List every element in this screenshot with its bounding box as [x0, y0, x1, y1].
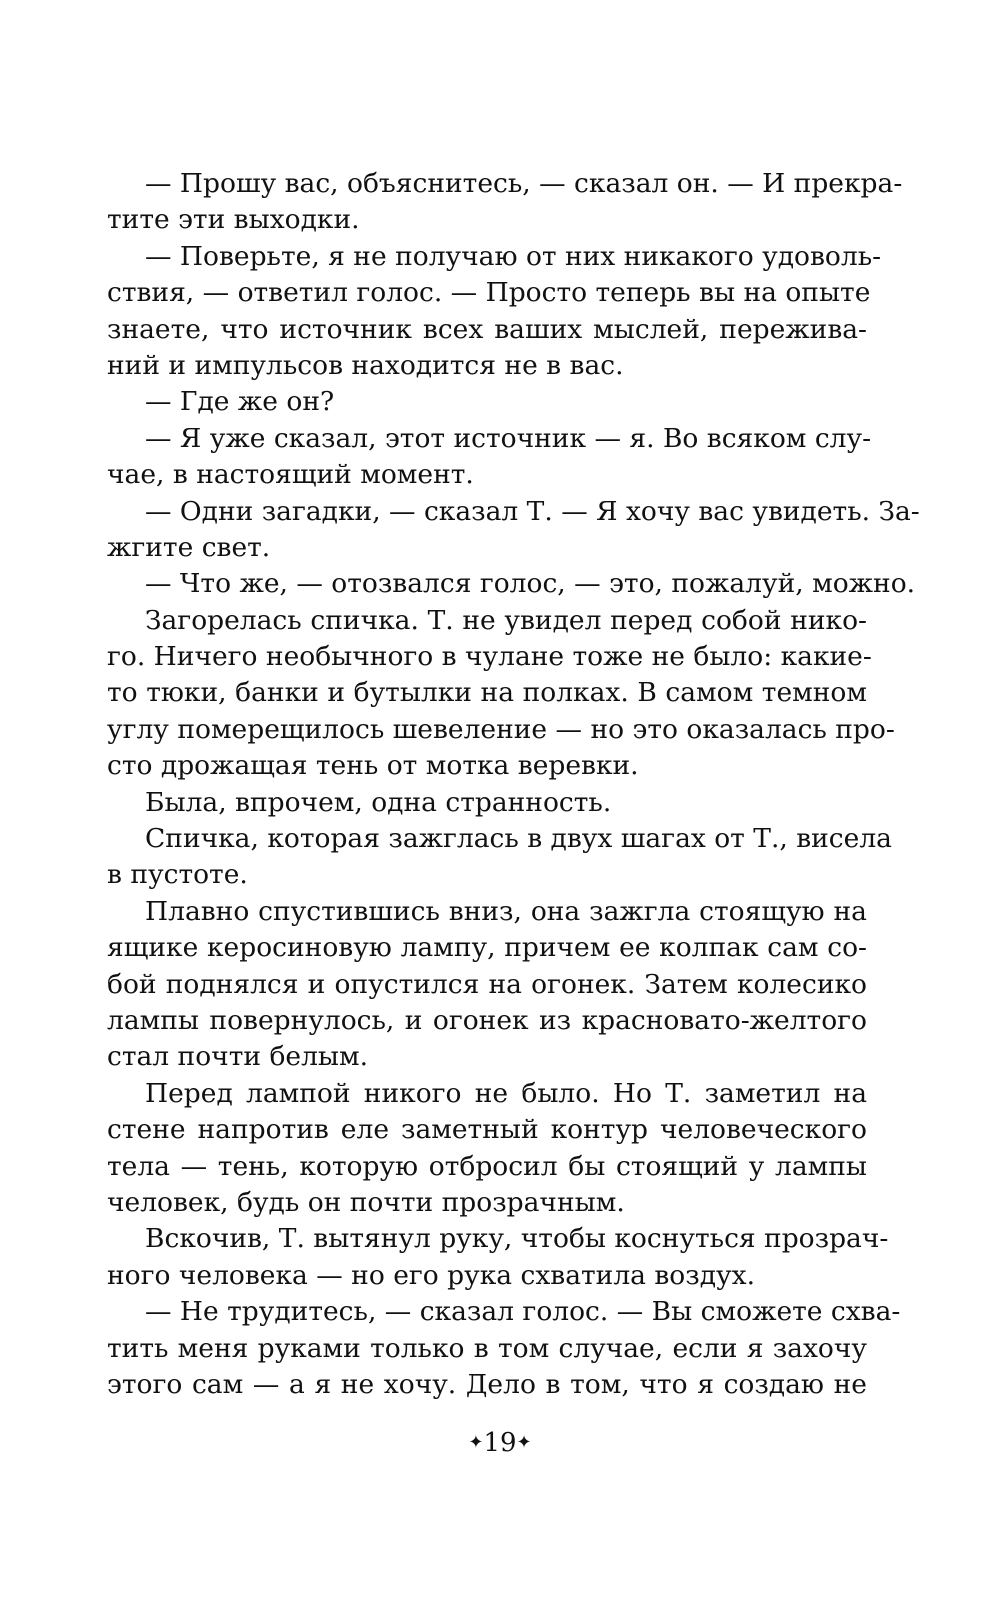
- text-line: в пустоте.: [107, 859, 248, 891]
- body-text: [107, 166, 920, 1403]
- text-line: сто дрожащая тень от мотка веревки.: [107, 750, 639, 782]
- text-line: тить меня руками только в том случае, если я захочу: [107, 1332, 867, 1364]
- text-line: то тюки, банки и бутылки на полках. В самом темном: [107, 677, 867, 709]
- text-line: углу померещилось шевеление — но это оказалась про-: [107, 713, 895, 745]
- text-line: — Где же он?: [145, 386, 335, 418]
- text-line: го. Ничего необычного в чулане тоже не было: какие-: [107, 641, 872, 673]
- text-line: тите эти выходки.: [107, 204, 360, 236]
- text-line: Вскочив, Т. вытянул руку, чтобы коснуться прозрач-: [145, 1223, 889, 1255]
- page-number: 19: [483, 1428, 517, 1458]
- text-line: ний и импульсов находится не в вас.: [107, 349, 624, 381]
- text-line: стал почти белым.: [107, 1041, 369, 1073]
- page-footer: [0, 1428, 1000, 1458]
- text-line: лампы повернулось, и огонек из красновато-желтого: [107, 1004, 867, 1036]
- text-line: Спичка, которая зажглась в двух шагах от Т., висела: [145, 823, 892, 855]
- text-line: Перед лампой никого не было. Но Т. заметил на: [145, 1077, 867, 1109]
- text-line: ного человека — но его рука схватила воздух.: [107, 1259, 755, 1291]
- text-line: — Поверьте, я не получаю от них никакого удоволь-: [145, 240, 882, 272]
- text-line: знаете, что источник всех ваших мыслей, пережива-: [107, 313, 867, 345]
- text-line: ствия, — ответил голос. — Просто теперь вы на опыте: [107, 277, 871, 309]
- text-line: человек, будь он почти прозрачным.: [107, 1186, 625, 1218]
- text-line: Загорелась спичка. Т. не увидел перед собой нико-: [145, 604, 867, 636]
- text-line: — Не трудитесь, — сказал голос. — Вы сможете схва-: [145, 1296, 901, 1328]
- text-line: тела — тень, которую отбросил бы стоящий у лампы: [107, 1150, 867, 1182]
- ornament-left-icon: ✦: [468, 1432, 484, 1453]
- text-line: — Что же, — отозвался голос, — это, пожалуй, можно.: [145, 568, 916, 600]
- text-line: чае, в настоящий момент.: [107, 459, 474, 491]
- text-line: Плавно спустившись вниз, она зажгла стоящую на: [145, 895, 867, 927]
- text-line: — Прошу вас, объяснитесь, — сказал он. — И прекра-: [145, 168, 903, 199]
- text-line: стене напротив еле заметный контур человеческого: [107, 1114, 867, 1146]
- text-line: этого сам — а я не хочу. Дело в том, что я создаю не: [107, 1368, 867, 1400]
- ornament-right-icon: ✦: [516, 1432, 532, 1453]
- text-line: бой поднялся и опустился на огонек. Затем колесико: [107, 968, 867, 1000]
- text-line: — Я уже сказал, этот источник — я. Во всяком слу-: [145, 422, 872, 454]
- text-line: жгите свет.: [107, 531, 271, 563]
- text-line: ящике керосиновую лампу, причем ее колпак сам со-: [107, 932, 867, 964]
- text-line: — Одни загадки, — сказал Т. — Я хочу вас увидеть. За-: [145, 495, 920, 527]
- text-line: Была, впрочем, одна странность.: [145, 786, 612, 818]
